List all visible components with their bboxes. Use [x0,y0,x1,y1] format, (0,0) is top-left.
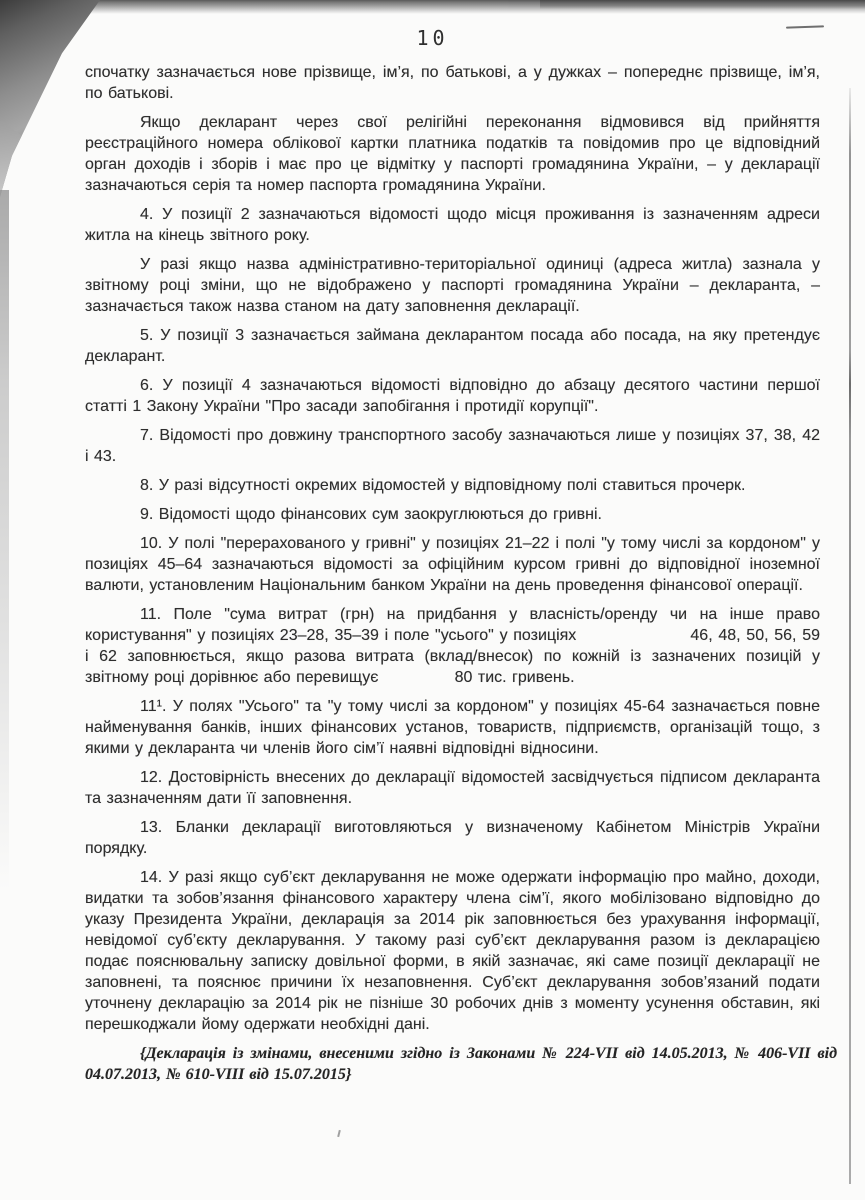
paragraph: У разі якщо назва адміністративно-територіальної одиниці (адреса житла) зазнала у звітному році зміни, що не відображено у паспорті громадянина України – декларанта, – зазначається також назва станом на дату заповнення декларації. [85,256,820,315]
paragraph: 5. У позиції 3 зазначається займана декларантом посада або посада, на яку претендує декларант. [85,327,820,365]
paragraph: 8. У разі відсутності окремих відомостей у відповідному полі ставиться прочерк. [140,477,746,494]
amendment-note: {Декларація із змінами, внесеними згідно із Законами № 224-VII від 14.05.2013, № 406-VII від 04.07.2013, № 610-VIII від 15.07.2015} [85,1045,837,1083]
page-number: 10 [416,26,449,50]
paragraph: 10. У полі "перерахованого у гривні" у позиціях 21–22 і полі "у тому числі за кордоном" у позиціях 45–64 зазначаються відомості за офіційним курсом гривні до відповідної іноземної валюти, установленим Національним банком України на день проведення фінансової операції. [85,535,820,594]
paragraph: 14. У разі якщо суб’єкт декларування не може одержати інформацію про майно, доходи, видатки та зобов’язання фінансового характеру члена сім’ї, якого мобілізовано відповідно до указу Президента України, декларація за 2014 рік заповнюється без урахування інформації, невідомої суб’єкту декларування. У такому разі суб’єкт декларування разом із декларацією подає пояснювальну записку довільної форми, в якій зазначає, які саме позиції декларації не заповнені, та пояснює причини їх незаповнення. Суб’єкт декларування зобов’язаний подати уточнену декларацію за 2014 рік не пізніше 30 робочих днів з моменту усунення обставин, які перешкоджали йому одержати необхідні дані. [85,869,820,1033]
scan-top-edge-shadow [0,0,865,14]
paragraph: спочатку зазначається нове прізвище, ім’я, по батькові, а у дужках – попереднє прізвище, ім’я, по батькові. [85,64,820,102]
paragraph: 11¹. У полях "Усього" та "у тому числі за кордоном" у позиціях 45-64 зазначається повне найменування банків, інших фінансових установ, товариств, підприємств, організацій тощо, з якими у декларанта чи членів його сім’ї наявні відповідні відносини. [85,698,820,757]
scan-left-edge-shadow [0,190,9,890]
scan-right-edge-line [849,88,851,1184]
paragraph: Якщо декларант через свої релігійні переконання відмовився від прийняття реєстраційного номера облікової картки платника податків та повідомив про це відповідний орган доходів і зборів і має про це відмітку у паспорті громадянина України, – у декларації зазначаються серія та номер паспорта громадянина України. [85,114,820,194]
paragraph: 6. У позиції 4 зазначаються відомості відповідно до абзацу десятого частини першої статті 1 Закону України "Про засади запобігання і протидії корупції". [85,377,820,415]
paragraph: 7. Відомості про довжину транспортного засобу зазначаються лише у позиціях 37, 38, 42 і 43. [85,427,820,465]
paragraph: 4. У позиції 2 зазначаються відомості щодо місця проживання із зазначенням адреси житла на кінець звітного року. [85,206,820,244]
scan-stray-mark [337,1130,341,1137]
paragraph: 13. Бланки декларації виготовляються у визначеному Кабінетом Міністрів України порядку. [85,819,820,857]
paragraph: 12. Достовірність внесених до декларації відомостей засвідчується підписом декларанта та зазначенням дати її заповнення. [85,769,820,807]
paragraph: 11. Поле "сума витрат (грн) на придбання у власність/оренду чи на інше право користування" у позиціях 23–28, 35–39 і поле "усього" у позиціях 46, 48, 50, 56, 59 і 62 заповнюється, якщо разова витрата (вклад/внесок) по кожній із зазначених позицій у звітному році дорівнює або перевищує 80 тис. гривень. [85,606,820,686]
paragraph: 9. Відомості щодо фінансових сум заокруглюються до гривні. [140,506,602,523]
document-body [85,62,837,1093]
